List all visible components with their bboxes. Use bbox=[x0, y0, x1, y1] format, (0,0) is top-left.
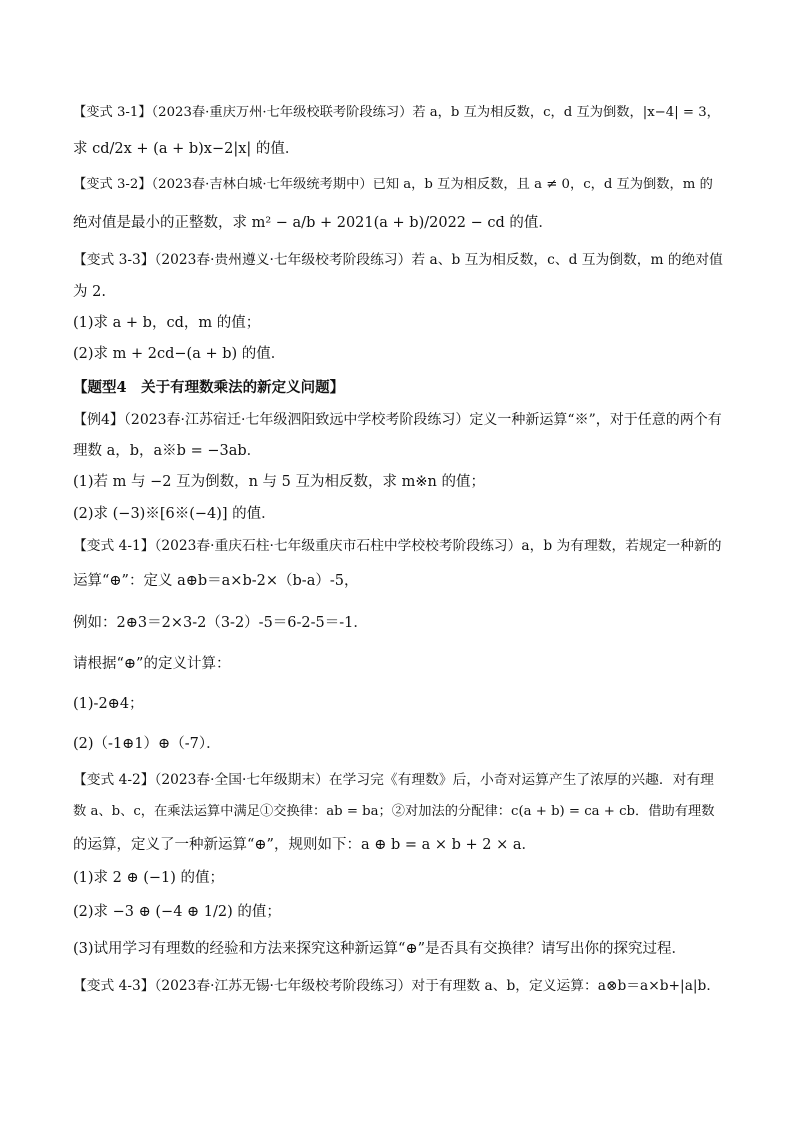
example-4-question-2: (2)求 (−3)※[6※(−4)] 的值． bbox=[73, 506, 276, 522]
variant-4-1-example: 例如：2⊕3＝2×3-2（3-2）-5＝6-2-5＝-1． bbox=[73, 615, 368, 631]
variant-4-1-question-1: (1)-2⊕4； bbox=[73, 696, 144, 712]
example-4-line-1: 【例4】（2023春·江苏宿迁·七年级泗阳致远中学校考阶段练习）定义一种新运算“※”，对于任意的两个有 bbox=[73, 412, 722, 428]
variant-3-2-line-2: 绝对值是最小的正整数，求 m² − a/b + 2021(a + b)/2022 − cd 的值． bbox=[73, 215, 553, 231]
variant-4-2-line-1: 【变式 4-2】（2023春·全国·七年级期末）在学习完《有理数》后，小奇对运算产生了浓厚的兴趣．对有理 bbox=[73, 772, 714, 788]
section-heading-type-4: 【题型4 关于有理数乘法的新定义问题】 bbox=[73, 379, 345, 396]
variant-4-2-line-2: 数 a、b、c，在乘法运算中满足①交换律：ab = ba；②对加法的分配律：c(a + b) = ca + cb．借助有理数 bbox=[73, 804, 715, 819]
variant-4-2-question-3: (3)试用学习有理数的经验和方法来探究这种新运算“⊕”是否具有交换律？请写出你的探究过程． bbox=[73, 941, 687, 957]
variant-4-1-line-2: 运算“⊕”：定义 a⊕b＝a×b-2×（b-a）-5， bbox=[73, 573, 359, 589]
variant-3-3-question-1: (1)求 a + b，cd，m 的值； bbox=[73, 315, 261, 331]
variant-3-1-line-1: 【变式 3-1】（2023春·重庆万州·七年级校联考阶段练习）若 a，b 互为相反数，c，d 互为倒数，|x−4| = 3， bbox=[73, 105, 720, 120]
variant-3-3-line-1: 【变式 3-3】（2023春·贵州遵义·七年级校考阶段练习）若 a、b 互为相反数，c、d 互为倒数，m 的绝对值 bbox=[73, 252, 723, 268]
variant-3-2-line-1: 【变式 3-2】（2023春·吉林白城·七年级统考期中）已知 a，b 互为相反数，且 a ≠ 0，c，d 互为倒数，m 的 bbox=[73, 177, 713, 192]
variant-4-2-question-2: (2)求 −3 ⊕ (−4 ⊕ 1/2) 的值； bbox=[73, 904, 281, 920]
variant-4-2-line-3: 的运算，定义了一种新运算“⊕”，规则如下：a ⊕ b = a × b + 2 × a． bbox=[73, 837, 537, 853]
example-4-line-2: 理数 a，b，a※b = −3ab． bbox=[73, 443, 262, 459]
variant-3-3-question-2: (2)求 m + 2cd−(a + b) 的值． bbox=[73, 346, 286, 362]
variant-4-1-question-2: (2)（-1⊕1）⊕（-7）． bbox=[73, 736, 221, 752]
example-4-question-1: (1)若 m 与 −2 互为倒数，n 与 5 互为相反数，求 m※n 的值； bbox=[73, 474, 485, 490]
variant-4-1-instruction: 请根据“⊕”的定义计算： bbox=[73, 656, 231, 672]
variant-4-1-line-1: 【变式 4-1】（2023春·重庆石柱·七年级重庆市石柱中学校校考阶段练习）a，b 为有理数，若规定一种新的 bbox=[73, 538, 722, 554]
variant-3-1-line-2: 求 cd/2x + (a + b)x−2|x| 的值． bbox=[73, 141, 300, 157]
variant-4-3-line-1: 【变式 4-3】（2023春·江苏无锡·七年级校考阶段练习）对于有理数 a、b，定义运算：a⊗b＝a×b+|a|b． bbox=[73, 978, 721, 994]
variant-3-3-line-2: 为 2. bbox=[73, 284, 106, 300]
variant-4-2-question-1: (1)求 2 ⊕ (−1) 的值； bbox=[73, 870, 225, 886]
